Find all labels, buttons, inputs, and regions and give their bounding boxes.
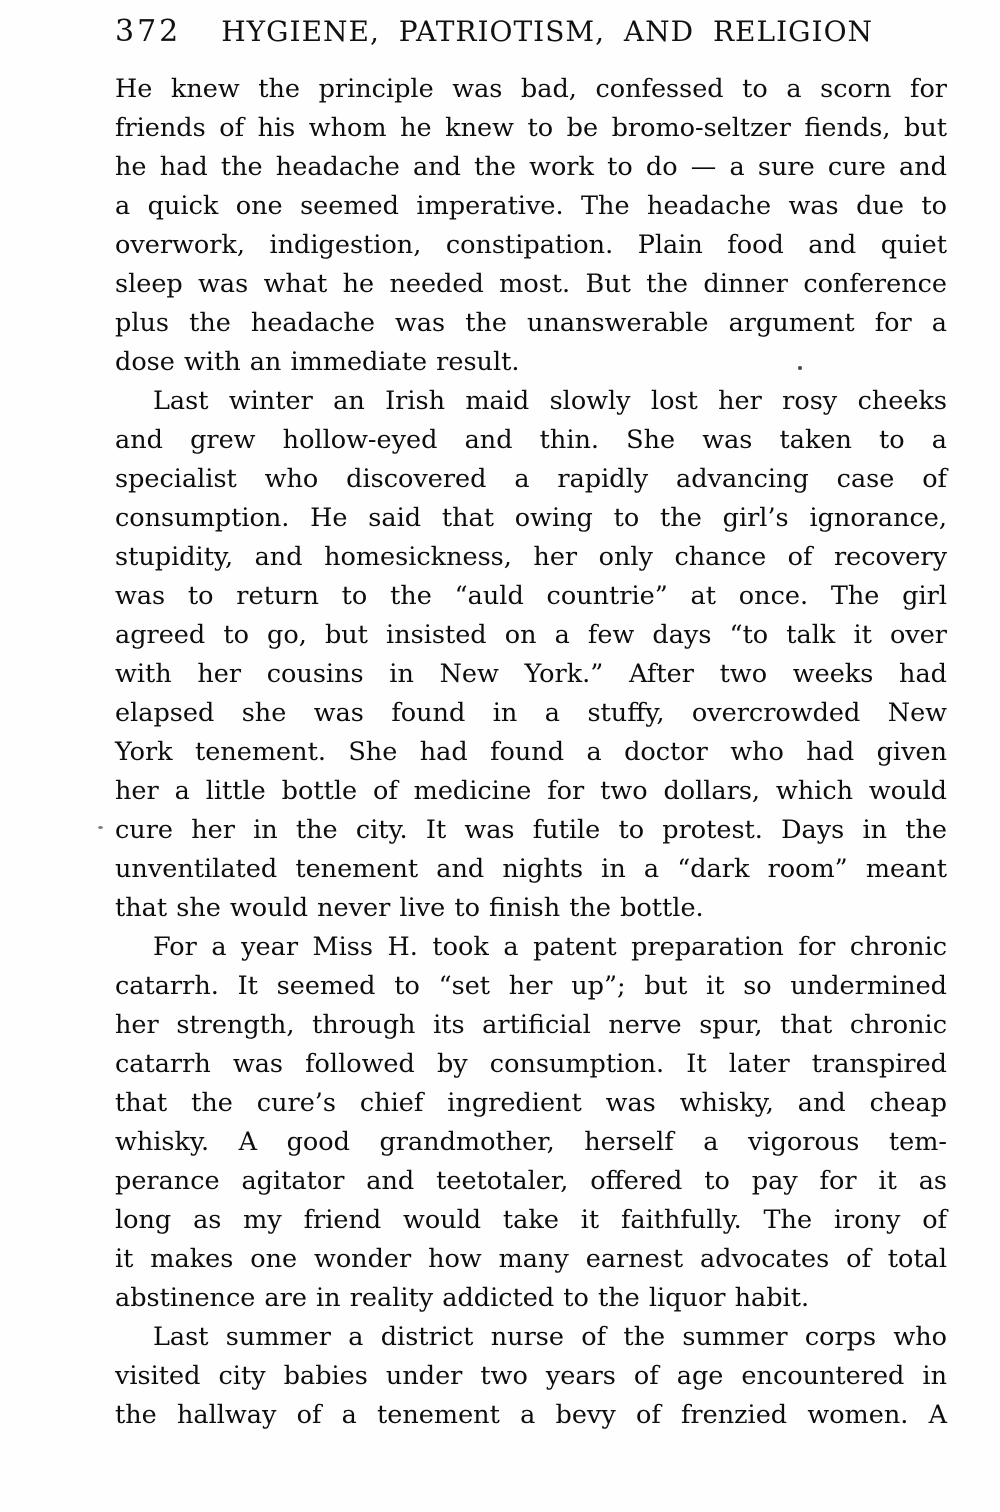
text-line: He knew the principle was bad, confessed to a scorn for [115,74,947,104]
page-title: HYGIENE, PATRIOTISM, AND RELIGION [221,15,874,48]
ink-speck [798,366,802,370]
text-line: he had the headache and the work to do — a sure cure and [115,152,947,182]
text-line: her a little bottle of medicine for two dollars, which would [115,776,947,806]
text-line: with her cousins in New York.” After two weeks had [115,659,947,689]
text-line: the hallway of a tenement a bevy of frenzied women. A [115,1400,947,1430]
text-line: and grew hollow-eyed and thin. She was taken to a [115,425,947,455]
text-line: For a year Miss H. took a patent preparation for chronic [153,932,947,962]
text-line: unventilated tenement and nights in a “dark room” meant [115,854,947,884]
text-line: consumption. He said that owing to the girl’s ignorance, [115,503,947,533]
text-line: visited city babies under two years of age encountered in [115,1361,947,1391]
paragraph [115,928,947,1318]
text-line: York tenement. She had found a doctor who had given [115,737,947,767]
paragraph [115,382,947,928]
text-line: elapsed she was found in a stuffy, overcrowded New [115,698,947,728]
paragraph [115,1318,947,1435]
text-line: that the cure’s chief ingredient was whisky, and cheap [115,1088,947,1118]
text-line: long as my friend would take it faithfully. The irony of [115,1205,947,1235]
text-line: stupidity, and homesickness, her only chance of recovery [115,542,947,572]
text-line: cure her in the city. It was futile to protest. Days in the [115,815,947,845]
text-line: it makes one wonder how many earnest advocates of total [115,1244,947,1274]
text-line: catarrh was followed by consumption. It later transpired [115,1049,947,1079]
text-line: specialist who discovered a rapidly advancing case of [115,464,947,494]
text-line: a quick one seemed imperative. The headache was due to [115,191,947,221]
text-line: her strength, through its artificial nerve spur, that chronic [115,1010,947,1040]
text-line: perance agitator and teetotaler, offered to pay for it as [115,1166,947,1196]
text-line: friends of his whom he knew to be bromo-seltzer fiends, but [115,113,947,143]
page-number: 372 [115,14,182,49]
text-line: agreed to go, but insisted on a few days “to talk it over [115,620,947,650]
ink-speck [98,826,103,829]
text-line: catarrh. It seemed to “set her up”; but it so undermined [115,971,947,1001]
text-line: sleep was what he needed most. But the dinner conference [115,269,947,299]
body-text [115,70,947,1435]
text-line: dose with an immediate result. [115,347,520,377]
paragraph [115,70,947,382]
text-line: abstinence are in reality addicted to the liquor habit. [115,1283,810,1313]
text-line: Last summer a district nurse of the summer corps who [153,1322,947,1352]
text-line: plus the headache was the unanswerable argument for a [115,308,947,338]
text-line: whisky. A good grandmother, herself a vigorous tem- [115,1127,947,1157]
text-line: Last winter an Irish maid slowly lost her rosy cheeks [153,386,947,416]
text-line: was to return to the “auld countrie” at once. The girl [115,581,947,611]
text-line: that she would never live to finish the bottle. [115,893,704,923]
running-head [115,14,945,49]
text-line: overwork, indigestion, constipation. Plain food and quiet [115,230,947,260]
